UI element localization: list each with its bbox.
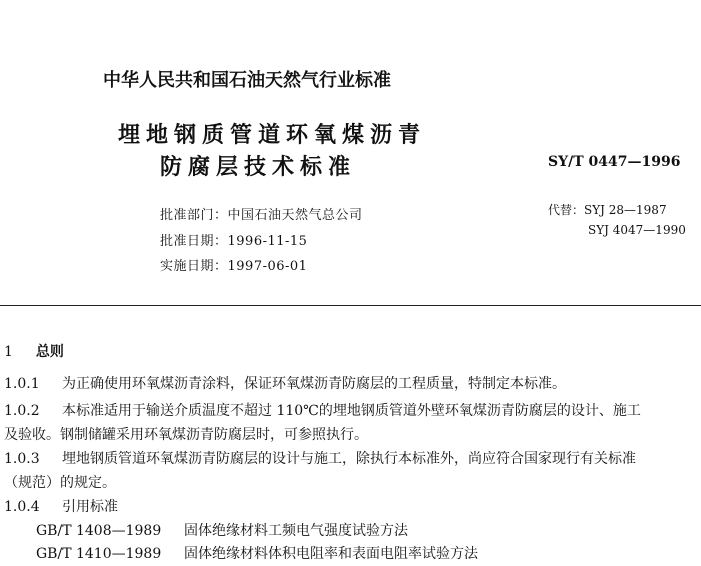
clause-1-0-1 xyxy=(4,373,566,393)
header-divider xyxy=(0,305,701,306)
effective-date: 实施日期：1997-06-01 xyxy=(160,259,308,274)
standard-title-line-1: 埋地钢质管道环氧煤沥青 xyxy=(118,123,427,148)
clause-1-0-2-continuation: 及验收。钢制储罐采用环氧煤沥青防腐层时，可参照执行。 xyxy=(4,427,368,443)
cited-standard-row xyxy=(36,543,478,563)
approval-department: 批准部门：中国石油天然气总公司 xyxy=(160,208,363,223)
clause-number: 1.0.3 xyxy=(4,451,40,467)
section-heading xyxy=(4,341,64,361)
cited-standard-row xyxy=(36,520,408,540)
cited-standard-title: 固体绝缘材料体积电阻率和表面电阻率试验方法 xyxy=(184,546,478,562)
cited-standard-code: GB/T 1410—1989 xyxy=(36,546,162,562)
standard-number: SY/T 0447—1996 xyxy=(548,154,681,170)
standard-title-line-2: 防腐层技术标准 xyxy=(160,155,357,180)
section-number: 1 xyxy=(4,344,13,360)
cited-standard-code: GB/T 1408—1989 xyxy=(36,523,162,539)
clause-1-0-4 xyxy=(4,496,118,516)
clause-text: 本标准适用于输送介质温度不超过 110℃的埋地钢质管道外壁环氧煤沥青防腐层的设计、施工 xyxy=(62,403,641,419)
clause-number: 1.0.1 xyxy=(4,376,40,392)
clause-text: 为正确使用环氧煤沥青涂料，保证环氧煤沥青防腐层的工程质量，特制定本标准。 xyxy=(62,376,566,392)
clause-number: 1.0.2 xyxy=(4,403,40,419)
clause-text: 引用标准 xyxy=(62,499,118,515)
replaces-line-2: SYJ 4047—1990 xyxy=(588,223,686,237)
issuing-organization-header: 中华人民共和国石油天然气行业标准 xyxy=(103,70,391,91)
clause-1-0-2 xyxy=(4,400,641,420)
approval-date: 批准日期：1996-11-15 xyxy=(160,234,308,249)
section-title: 总则 xyxy=(35,344,64,360)
cited-standard-title: 固体绝缘材料工频电气强度试验方法 xyxy=(184,523,408,539)
clause-1-0-3 xyxy=(4,448,636,468)
replaces-line-1: 代替：SYJ 28—1987 xyxy=(548,203,667,217)
clause-1-0-3-continuation: （规范）的规定。 xyxy=(4,475,116,491)
clause-text: 埋地钢质管道环氧煤沥青防腐层的设计与施工，除执行本标准外，尚应符合国家现行有关标准 xyxy=(62,451,636,467)
clause-number: 1.0.4 xyxy=(4,499,40,515)
